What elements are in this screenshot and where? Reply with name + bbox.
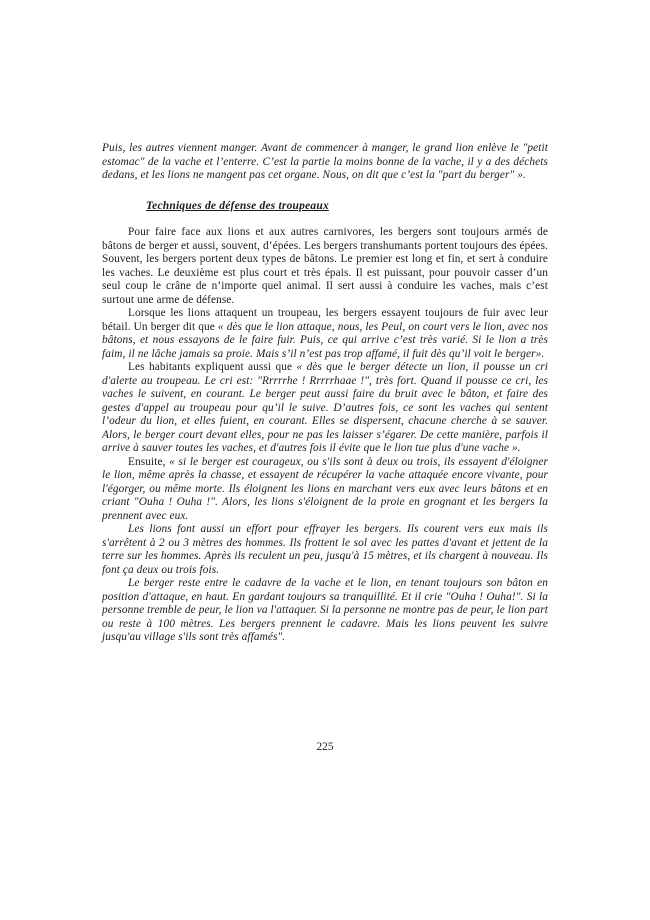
paragraph xyxy=(102,456,548,524)
quote-text-run: « dès que le berger détecte un lion, il pousse un cri d'alerte au troupeau. Le cri est: "Rrrrrhe ! Rrrrrhaae !", très fort. Quand il pousse ce cri, les vaches le suivent, en courant. Le berger peut aussi faire du bruit avec le bâton, et faire des gestes d'appel au troupeau pour qu’il le suive. D’autres fois, ce sont les vaches qui sentent l’odeur du lion, et elles fuient, en courant. Elles se dispersent, chacune cherche à se sauver. Alors, le berger court devant elles, pour ne pas les laisser s’égarer. De cette manière, parfois il arrive à sauver toutes les vaches, et d'autres fois il évite que le lion tue plus d'une vache ». xyxy=(102,361,548,454)
quote-text-run: « si le berger est courageux, ou s'ils sont à deux ou trois, ils essayent d'éloigner le lion, même après la chasse, et essayent de récupérer la vache attaquée encore vivante, pour l'égorger, ou même morte. Ils éloignent les lions en marchant vers eux avec leurs bâtons et en criant "Ouha ! Ouha !". Alors, les lions s'éloignent de la proie en grognant et les bergers la prennent avec eux. xyxy=(102,455,548,522)
paragraph xyxy=(102,361,548,456)
paragraph xyxy=(102,577,548,645)
body-text-run: Les habitants expliquent aussi que xyxy=(128,361,297,373)
page-number: 225 xyxy=(316,741,334,753)
body-text-run: Pour faire face aux lions et aux autres carnivores, les bergers sont toujours armés de bâtons de berger et aussi, souvent, d’épées. Les bergers transhumants portent toujours des épées. Souvent, les bergers portent deux types de bâtons. Le premier est long et fin, et sert à conduire les vaches. Le deuxième est plus court et très épais. Il est puissant, pour pouvoir casser d’un seul coup le crâne de n’importe quel animal. Il sert aussi à conduire les vaches, mais c’est surtout une arme de défense. xyxy=(102,226,548,306)
paragraph xyxy=(102,523,548,577)
body-text-run: Lorsque les lions attaquent un troupeau, les bergers essayent toujours de fuir avec leur bétail. Un berger dit que xyxy=(102,307,548,333)
quote-text-run: Le berger reste entre le cadavre de la vache et le lion, en tenant toujours son bâton en position d'attaque, en haut. En gardant toujours sa tranquillité. Et il crie "Ouha ! Ouha!". Si la personne tremble de peur, le lion va l'attaquer. Si la personne ne montre pas de peur, le lion part ou reste à 100 mètres. Les bergers prennent le cadavre. Mais les lions peuvent les suivre jusqu'au village s'ils sont très affamés". xyxy=(102,577,548,643)
document-content xyxy=(102,142,548,645)
section-heading xyxy=(102,200,548,214)
body-text-run: Ensuite, xyxy=(128,455,170,468)
paragraph xyxy=(102,226,548,307)
quote-text-run: Puis, les autres viennent manger. Avant de commencer à manger, le grand lion enlève le "petit estomac" de la vache et l’enterre. C’est la partie la moins bonne de la vache, il y a des déchets dedans, et les lions ne mangent pas cet organe. Nous, on dit que c’est la "part du berger" ». xyxy=(102,142,548,181)
paragraph xyxy=(102,307,548,361)
quote-text-run: Les lions font aussi un effort pour effrayer les bergers. Ils courent vers eux mais ils s'arrêtent à 2 ou 3 mètres des hommes. Ils frottent le sol avec les pattes d'avant et jettent de la terre sur les hommes. Après ils reculent un peu, jusqu'à 15 mètres, et ils chargent à nouveau. Ils font ça deux ou trois fois. xyxy=(102,523,548,576)
section-heading-text: Techniques de défense des troupeaux xyxy=(146,199,329,212)
paragraph xyxy=(102,142,548,183)
quote-text-run: « dès que le lion attaque, nous, les Peul, on court vers le lion, avec nos bâtons, et nous essayons de le faire fuir. Puis, ce qui arrive c’est très varié. Si le lion a très faim, il ne lâche jamais sa proie. Mais s’il n’est pas trop affamé, il fuit dès qu’il voit le berger». xyxy=(102,320,548,360)
